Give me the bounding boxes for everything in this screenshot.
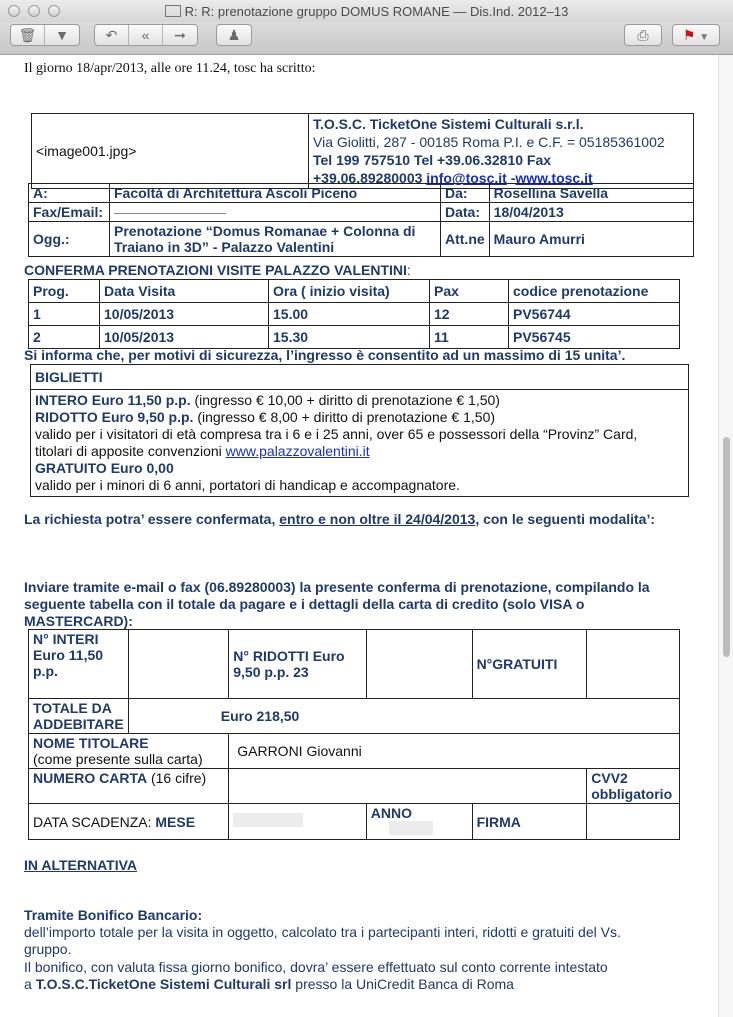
printer-icon: ⎙ — [637, 27, 649, 43]
inviare-note: Inviare tramite e-mail o fax (06.89280003) la presente conferma di prenotazione, compilando la seguente tabella con il totale da pagare e i dettagli della carta di credito (solo VISA o MASTERCARD): — [24, 579, 650, 629]
col-data-visita: Data Visita — [100, 280, 269, 303]
window-title-text: R: R: prenotazione gruppo DOMUS ROMANE — Dis.Ind. 2012–13 — [184, 4, 569, 19]
tickets-table — [30, 364, 689, 497]
reply-icon[interactable]: ↶ — [95, 25, 129, 45]
data-label: Data: — [441, 203, 490, 222]
col-prog: Prog. — [29, 280, 100, 303]
totale-amount: Euro 218,50 — [220, 708, 300, 724]
company-info — [309, 114, 694, 189]
attne-value: Mauro Amurri — [489, 222, 693, 257]
bonifico-line3 — [24, 976, 684, 993]
toolbar — [0, 22, 733, 55]
image-placeholder: <image001.jpg> — [32, 114, 309, 189]
data-value: 18/04/2013 — [489, 203, 693, 222]
table-row — [29, 303, 680, 326]
conferma-title-text: CONFERMA PRENOTAZIONI VISITE PALAZZO VALENTINI — [24, 262, 407, 278]
fax-value — [110, 203, 441, 222]
scadenza-label: DATA SCADENZA: — [33, 813, 156, 830]
mese-label: MESE — [155, 813, 196, 830]
da-value: Rosellina Savella — [489, 184, 693, 203]
ridotti-label: N° RIDOTTI Euro 9,50 p.p. 23 — [229, 630, 367, 699]
cell-data: 10/05/2013 — [100, 303, 269, 326]
cell-pax: 12 — [430, 303, 509, 326]
redacted-anno — [389, 821, 433, 835]
table-row — [29, 326, 680, 349]
minimize-window-button[interactable] — [28, 5, 40, 17]
cell-prog: 2 — [29, 326, 100, 349]
trash-icon[interactable]: 🗑 — [11, 25, 45, 45]
da-label: Da: — [441, 184, 490, 203]
totale-label: TOTALE DA ADDEBITARE — [29, 699, 129, 734]
mese-value — [229, 804, 367, 840]
company-address: Via Giolitti, 287 - 00185 Roma P.I. e C.F. = 05185361002 — [313, 134, 665, 150]
cell-codice: PV56744 — [509, 303, 680, 326]
cell-pax: 11 — [430, 326, 509, 349]
intero-price: INTERO Euro 11,50 p.p. — [35, 392, 191, 408]
conferma-colon: : — [406, 262, 411, 278]
cell-ora: 15.00 — [269, 303, 430, 326]
bonifico-line3-pre: a — [24, 976, 36, 992]
bonifico-line3-post: presso la UniCredit Banca di Roma — [291, 976, 514, 992]
totale-value — [128, 699, 679, 734]
reply-group — [94, 24, 198, 46]
link-separator: - — [506, 170, 516, 186]
bonifico-beneficiary: T.O.S.C.TicketOne Sistemi Culturali srl — [35, 976, 292, 992]
chevron-down-icon: ▼ — [699, 32, 710, 43]
redacted-mese — [233, 813, 303, 827]
a-value: Facoltà di Architettura Ascoli Piceno — [110, 184, 441, 203]
a-label: A: — [29, 184, 110, 203]
carta-value — [229, 769, 587, 804]
ogg-label: Ogg.: — [29, 222, 110, 257]
scadenza-cell — [29, 804, 229, 840]
flag-button[interactable] — [672, 24, 720, 46]
col-codice: codice prenotazione — [509, 280, 680, 303]
redacted-fax — [114, 212, 226, 214]
gratuito-price: GRATUITO Euro 0,00 — [35, 460, 174, 476]
ridotto-note2: titolari di apposite convenzioni — [35, 443, 226, 459]
titolare-sub: (come presente sulla carta) — [33, 751, 203, 767]
cell-codice: PV56745 — [509, 326, 680, 349]
cell-data: 10/05/2013 — [100, 326, 269, 349]
richiesta-pre: La richiesta potra’ essere confermata, — [24, 511, 280, 527]
conferma-title — [24, 262, 411, 279]
reply-all-icon[interactable]: « — [129, 25, 163, 45]
alternativa-heading: IN ALTERNATIVA — [24, 857, 138, 873]
ridotto-note: valido per i visitatori di età compresa tra i 6 e i 25 anni, over 65 e possessori della “Provinz” Card, — [35, 426, 638, 442]
visits-header-row — [29, 280, 680, 303]
envelope-icon — [165, 5, 181, 17]
firma-label: FIRMA — [472, 804, 587, 840]
richiesta-deadline: entro e non oltre il 24/04/2013 — [279, 511, 476, 527]
ridotti-value — [366, 630, 472, 699]
forward-icon[interactable]: ➞ — [174, 27, 186, 43]
carta-sub: (16 cifre) — [147, 770, 207, 786]
gratuiti-value — [587, 630, 680, 699]
carta-cell — [29, 769, 229, 804]
quote-header: Il giorno 18/apr/2013, alle ore 11.24, tosc ha scritto: — [24, 61, 316, 76]
ridotto-price: RIDOTTO Euro 9,50 p.p. — [35, 409, 194, 425]
titolare-value: GARRONI Giovanni — [229, 734, 680, 769]
attne-label: Att.ne — [441, 222, 490, 257]
ridotto-detail: (ingresso € 8,00 + diritto di prenotazione € 1,50) — [193, 409, 496, 425]
bonifico-title: Tramite Bonifico Bancario: — [24, 907, 203, 923]
print-button[interactable] — [624, 24, 662, 46]
tickets-title: BIGLIETTI — [31, 365, 689, 390]
security-note: Si informa che, per motivi di sicurezza, l’ingresso è consentito ad un massimo di 15 unita’. — [24, 347, 626, 363]
payment-table — [28, 629, 680, 840]
close-window-button[interactable] — [8, 5, 20, 17]
email-link[interactable]: info@tosc.it — [426, 170, 507, 186]
intero-detail: (ingresso € 10,00 + diritto di prenotazione € 1,50) — [190, 392, 500, 408]
header-fields-table — [28, 183, 694, 257]
interi-value — [128, 630, 229, 699]
bonifico-line1: dell’importo totale per la visita in oggetto, calcolato tra i partecipanti interi, ridotti e gratuiti del Vs. gruppo. — [24, 924, 621, 957]
company-phone: Tel 199 757510 Tel +39.06.32810 Fax — [313, 152, 552, 168]
message-body — [0, 55, 733, 1017]
titolare-label: NOME TITOLARE — [33, 735, 149, 751]
person-icon: ♟ — [227, 27, 241, 43]
cvv-label: CVV2 obbligatorio — [587, 769, 680, 804]
tickets-details — [31, 390, 689, 497]
gratuiti-label: N°GRATUITI — [472, 630, 587, 699]
firma-value — [587, 804, 680, 840]
anno-cell — [366, 804, 472, 840]
delete-junk-group — [10, 24, 80, 46]
letterhead-table — [31, 113, 694, 189]
carta-label: NUMERO CARTA — [33, 770, 148, 786]
website-link[interactable]: www.tosc.it — [515, 170, 593, 186]
zoom-window-button[interactable] — [48, 5, 60, 17]
cell-prog: 1 — [29, 303, 100, 326]
title-bar — [0, 0, 733, 23]
interi-label: N° INTERI Euro 11,50 p.p. — [29, 630, 129, 699]
palazzo-link[interactable]: www.palazzovalentini.it — [225, 443, 370, 459]
titolare-cell — [29, 734, 229, 769]
col-pax: Pax — [430, 280, 509, 303]
anno-label: ANNO — [370, 805, 413, 821]
fax-label: Fax/Email: — [29, 203, 110, 222]
window-title — [150, 4, 583, 19]
flag-icon: ⚑ — [682, 27, 696, 43]
company-name: T.O.S.C. TicketOne Sistemi Culturali s.r.l. — [313, 116, 584, 132]
visits-table — [28, 279, 680, 349]
richiesta-note — [24, 511, 655, 528]
col-ora: Ora ( inizio visita) — [269, 280, 430, 303]
gratuito-note: valido per i minori di 6 anni, portatori di handicap e accompagnatore. — [35, 477, 460, 493]
thumbs-down-icon[interactable]: ▼ — [55, 27, 69, 43]
ogg-value: Prenotazione “Domus Romanae + Colonna di Traiano in 3D” - Palazzo Valentini — [110, 222, 441, 257]
richiesta-post: , con le seguenti modalita’: — [475, 511, 656, 527]
bonifico-line2: Il bonifico, con valuta fissa giorno bonifico, dovra’ essere effettuato sul conto corrente intestato — [24, 959, 608, 975]
company-fax: +39.06.89280003 — [313, 170, 427, 186]
cell-ora: 15.30 — [269, 326, 430, 349]
contacts-button[interactable] — [216, 24, 252, 46]
